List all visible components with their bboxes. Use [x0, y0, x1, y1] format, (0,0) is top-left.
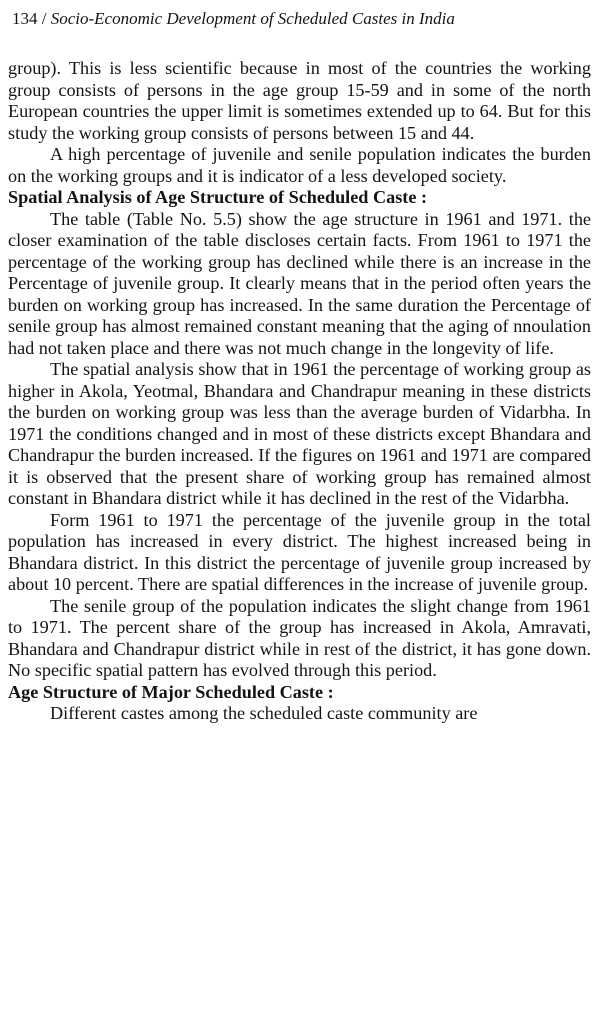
paragraph-different-castes: Different castes among the scheduled caste community are	[50, 703, 478, 723]
section-heading-spatial-analysis: Spatial Analysis of Age Structure of Scheduled Caste :	[8, 187, 428, 207]
book-page	[8, 8, 591, 725]
paragraph-spatial-analysis: The spatial analysis show that in 1961 the percentage of working group as higher in Akola, Yeotmal, Bhandara and Chandrapur meaning in these districts the burden on working group was less than the average burden of Vidarbha. In 1971 the conditions changed and in most of these districts except Bhandara and Chandrapur the burden increased. If the figures on 1961 and 1971 are compared it is observed that the present share of working group has remained almost constant in Bhandara district while it has declined in the rest of the Vidarbha.	[8, 359, 591, 508]
paragraph-dependency-burden: A high percentage of juvenile and senile population indicates the burden on the working groups and it is indicator of a less developed society.	[8, 144, 591, 186]
section-heading-age-structure-major-castes: Age Structure of Major Scheduled Caste :	[8, 681, 334, 702]
paragraph-juvenile-group: Form 1961 to 1971 the percentage of the juvenile group in the total population has increased in every district. The highest increased being in Bhandara district. In this district the percentage of juvenile group increased by about 10 percent. There are spatial differences in the increase of juvenile group.	[8, 509, 591, 594]
paragraph-table-examination: The table (Table No. 5.5) show the age structure in 1961 and 1971. the closer examination of the table discloses certain facts. From 1961 to 1971 the percentage of the working group has declined while there is an increase in the Percentage of juvenile group. It clearly means that in the period often years the burden on working group has increased. In the same duration the Percentage of senile group has almost remained constant meaning that the aging of nnoulation had not taken place and there was not much change in the longevity of life.	[8, 208, 591, 358]
running-head	[12, 8, 591, 30]
header-separator: /	[41, 9, 47, 28]
book-title: Socio-Economic Development of Scheduled Castes in India	[50, 9, 455, 28]
paragraph-working-group-definition: group). This is less scientific because in most of the countries the working group consists of persons in the age group 15-59 and in some of the north European countries the upper limit is sometimes extended up to 64. But for this study the working group consists of persons between 15 and 44.	[8, 58, 591, 143]
paragraph-senile-group: The senile group of the population indicates the slight change from 1961 to 1971. The percent share of the group has increased in Akola, Amravati, Bhandara and Chandrapur district while in rest of the district, it has gone down. No specific spatial pattern has evolved through this period.	[8, 595, 591, 680]
page-number: 134	[12, 9, 38, 28]
